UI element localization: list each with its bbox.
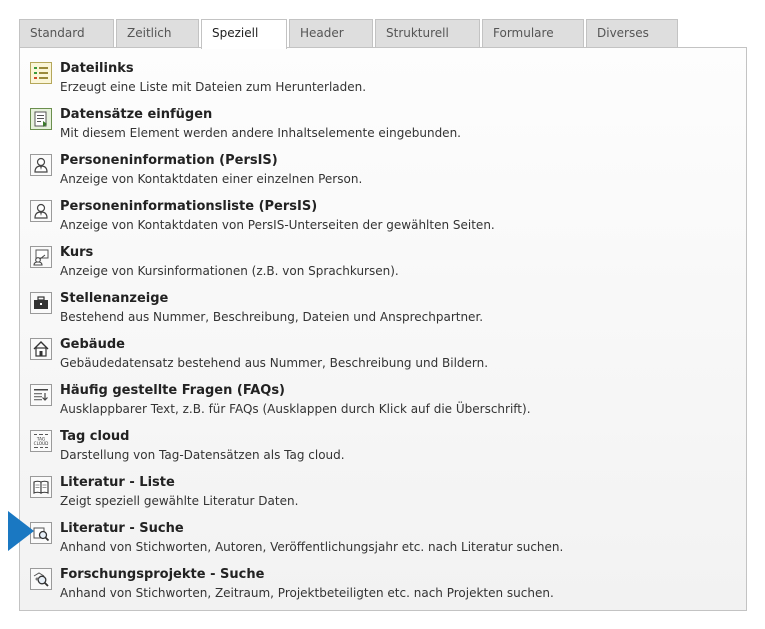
item-description: Anzeige von Kursinformationen (z.B. von Sprachkursen). [60,264,399,278]
tab-speziell[interactable]: Speziell [201,19,287,49]
tab-diverses[interactable]: Diverses [586,19,678,47]
book-icon [30,476,52,498]
item-description: Ausklappbarer Text, z.B. für FAQs (Ausklappen durch Klick auf die Überschrift). [60,402,531,416]
item-description: Anzeige von Kontaktdaten von PersIS-Unterseiten der gewählten Seiten. [60,218,495,232]
tab-bar [19,19,680,48]
wizard-item-stellenanzeige[interactable] [28,288,728,332]
item-title: Literatur - Liste [60,475,175,490]
item-description: Anzeige von Kontaktdaten einer einzelnen Person. [60,172,363,186]
svg-text:TAG: TAG [36,436,46,442]
item-description: Gebäudedatensatz bestehend aus Nummer, Beschreibung und Bildern. [60,356,489,370]
wizard-item-faqs[interactable] [28,380,728,424]
content-element-panel [19,47,747,611]
wizard-item-datensaetze-einfuegen[interactable] [28,104,728,148]
item-title: Personeninformation (PersIS) [60,153,278,168]
person-icon [30,154,52,176]
item-title: Dateilinks [60,61,134,76]
item-title: Stellenanzeige [60,291,169,306]
item-title: Tag cloud [60,429,130,444]
project-search-icon [30,568,52,590]
tab-standard[interactable]: Standard [19,19,114,47]
wizard-item-literatur-liste[interactable] [28,472,728,516]
tab-strukturell[interactable]: Strukturell [375,19,480,47]
item-description: Mit diesem Element werden andere Inhaltselemente eingebunden. [60,126,461,140]
selection-arrow-icon [8,511,34,551]
item-description: Erzeugt eine Liste mit Dateien zum Herunterladen. [60,80,367,94]
wizard-item-kurs[interactable] [28,242,728,286]
item-description: Darstellung von Tag-Datensätzen als Tag cloud. [60,448,345,462]
item-title: Häufig gestellte Fragen (FAQs) [60,383,285,398]
item-title: Personeninformationsliste (PersIS) [60,199,318,214]
course-icon [30,246,52,268]
item-description: Zeigt speziell gewählte Literatur Daten. [60,494,299,508]
item-title: Forschungsprojekte - Suche [60,567,265,582]
tab-header[interactable]: Header [289,19,373,47]
faq-icon [30,384,52,406]
item-title: Datensätze einfügen [60,107,213,122]
insert-records-icon [30,108,52,130]
wizard-item-personeninformationsliste[interactable] [28,196,728,240]
item-title: Literatur - Suche [60,521,184,536]
wizard-item-tag-cloud[interactable] [28,426,728,470]
wizard-item-personeninformation[interactable] [28,150,728,194]
item-title: Gebäude [60,337,125,352]
person-list-icon [30,200,52,222]
wizard-item-dateilinks[interactable] [28,58,728,102]
wizard-item-gebaeude[interactable] [28,334,728,378]
wizard-item-literatur-suche[interactable] [28,518,728,562]
tab-formulare[interactable]: Formulare [482,19,584,47]
tab-zeitlich[interactable]: Zeitlich [116,19,199,47]
file-list-icon [30,62,52,84]
tag-cloud-icon [30,430,52,452]
item-title: Kurs [60,245,94,260]
wizard-item-forschungsprojekte-suche[interactable] [28,564,728,608]
briefcase-icon [30,292,52,314]
svg-text:CLOUD: CLOUD [33,441,49,446]
item-description: Anhand von Stichworten, Zeitraum, Projektbeteiligten etc. nach Projekten suchen. [60,586,554,600]
item-description: Anhand von Stichworten, Autoren, Veröffentlichungsjahr etc. nach Literatur suchen. [60,540,564,554]
item-description: Bestehend aus Nummer, Beschreibung, Dateien und Ansprechpartner. [60,310,484,324]
building-icon [30,338,52,360]
